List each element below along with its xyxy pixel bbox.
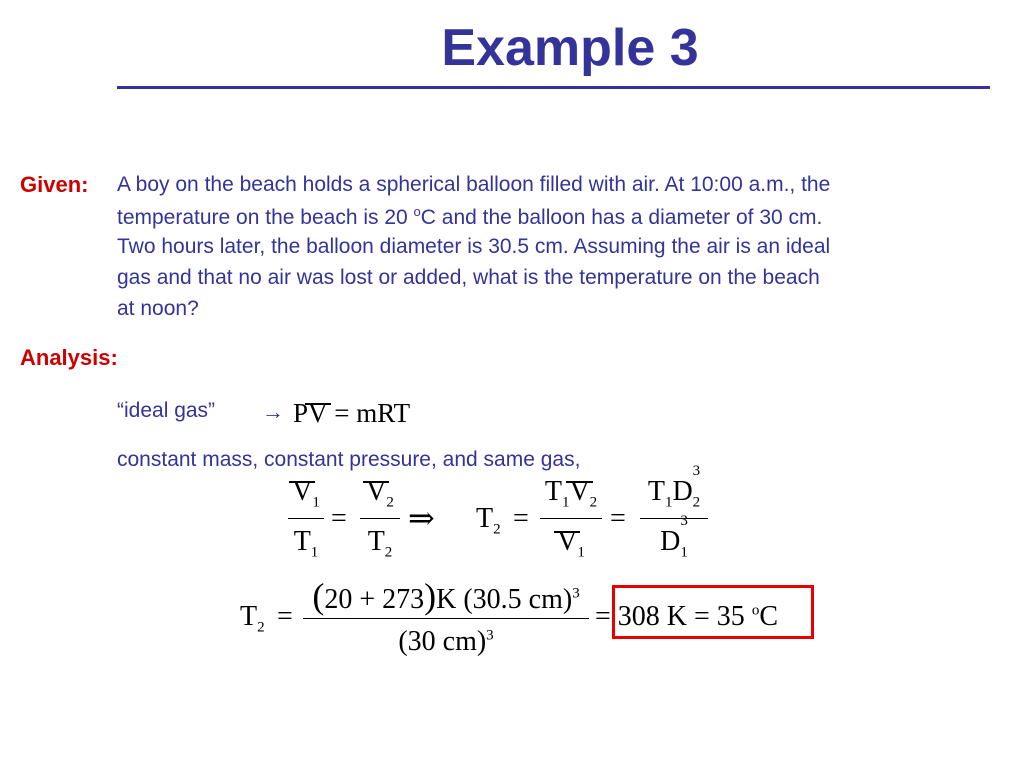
frac-num — [540, 478, 602, 511]
sub: 2 — [589, 494, 598, 511]
frac-num — [303, 578, 589, 614]
sub: 1 — [664, 494, 673, 511]
frac-bar — [288, 518, 324, 519]
sub: 1 — [310, 544, 319, 561]
t: T — [544, 476, 562, 507]
sub: 1 — [577, 544, 585, 561]
equals-sign: = — [513, 503, 529, 534]
frac-v2-over-t2 — [360, 478, 400, 568]
equals-sign: = — [277, 601, 293, 632]
given-line-3: Two hours later, the balloon diameter is 30.5 cm. Assuming the air is an ideal — [117, 235, 831, 258]
d: D — [660, 526, 681, 557]
sup: 3 — [572, 585, 580, 602]
given-line-5: at noon? — [117, 297, 199, 320]
d: D — [672, 476, 693, 507]
frac-num — [288, 478, 324, 511]
paren-close: ) — [424, 576, 437, 616]
sup: 3 — [486, 627, 494, 644]
v-struck: V — [569, 476, 590, 507]
answer-box — [612, 585, 814, 639]
sub: 2 — [386, 494, 394, 511]
sub: 1 — [561, 494, 570, 511]
kelvin-diameter: K (30.5 cm) — [436, 584, 573, 615]
ideal-gas-equation — [293, 400, 410, 427]
t: T — [367, 526, 385, 557]
degree-symbol: o — [413, 204, 421, 219]
frac-den — [303, 628, 589, 656]
frac-den — [640, 513, 708, 561]
given-line-2-rest: C and the balloon has a diameter of 30 cm. — [420, 206, 823, 229]
denominator-text: (30 cm) — [398, 626, 487, 657]
slide-title: Example 3 — [441, 19, 699, 77]
frac-bar — [303, 618, 589, 619]
equals-sign: = — [331, 503, 347, 534]
result-unit: C — [759, 601, 778, 632]
t: T — [240, 601, 258, 632]
frac-den — [540, 528, 602, 561]
frac-numeric — [303, 578, 589, 668]
implies-arrow-icon: ⇒ — [408, 500, 435, 536]
result-text: = 308 K = 35 — [595, 601, 752, 632]
d1-scripts — [680, 513, 688, 561]
eq-v-struck: V — [308, 398, 328, 428]
frac-t1v2-over-v1 — [540, 478, 602, 568]
t: T — [647, 476, 665, 507]
v-struck: V — [366, 476, 387, 507]
sub: 1 — [680, 544, 688, 561]
sub: 2 — [692, 494, 701, 511]
sub: 2 — [493, 521, 501, 538]
frac-bar — [640, 518, 708, 519]
degree-symbol: o — [751, 602, 760, 619]
frac-bar — [540, 518, 602, 519]
right-arrow-icon: → — [262, 399, 284, 424]
title-underline — [117, 86, 990, 89]
d2-scripts — [692, 463, 701, 511]
t: T — [293, 526, 311, 557]
eq-p: P — [293, 398, 309, 428]
frac-num — [360, 478, 400, 511]
sup: 3 — [680, 513, 688, 529]
sup: 3 — [692, 463, 701, 479]
frac-t1d2-over-d1 — [640, 463, 708, 568]
sub: 1 — [312, 494, 320, 511]
t: T — [476, 503, 494, 534]
t2-symbol — [240, 603, 265, 636]
given-line-1: A boy on the beach holds a spherical balloon filled with air. At 10:00 a.m., the — [117, 173, 831, 196]
eq-rest: = mRT — [327, 398, 411, 428]
given-line-4: gas and that no air was lost or added, what is the temperature on the beach — [117, 266, 820, 289]
v-struck: V — [292, 476, 313, 507]
frac-den — [360, 528, 400, 561]
paren-open: ( — [312, 576, 325, 616]
t2-symbol — [476, 505, 501, 538]
v-struck: V — [557, 526, 578, 557]
sub: 2 — [257, 619, 265, 636]
sub: 2 — [384, 544, 393, 561]
constant-conditions-line: constant mass, constant pressure, and same gas, — [117, 448, 581, 471]
given-line-2 — [117, 204, 822, 230]
celsius-sum: 20 + 273 — [324, 584, 425, 615]
ideal-gas-label: “ideal gas” — [117, 399, 216, 422]
frac-v1-over-t1 — [288, 478, 324, 568]
frac-num — [640, 463, 708, 511]
frac-den — [288, 528, 324, 561]
given-label: Given: — [20, 172, 89, 197]
analysis-label: Analysis: — [20, 345, 118, 370]
equals-sign: = — [610, 503, 626, 534]
given-line-2-start: temperature on the beach is 20 — [117, 206, 414, 229]
frac-bar — [360, 518, 400, 519]
